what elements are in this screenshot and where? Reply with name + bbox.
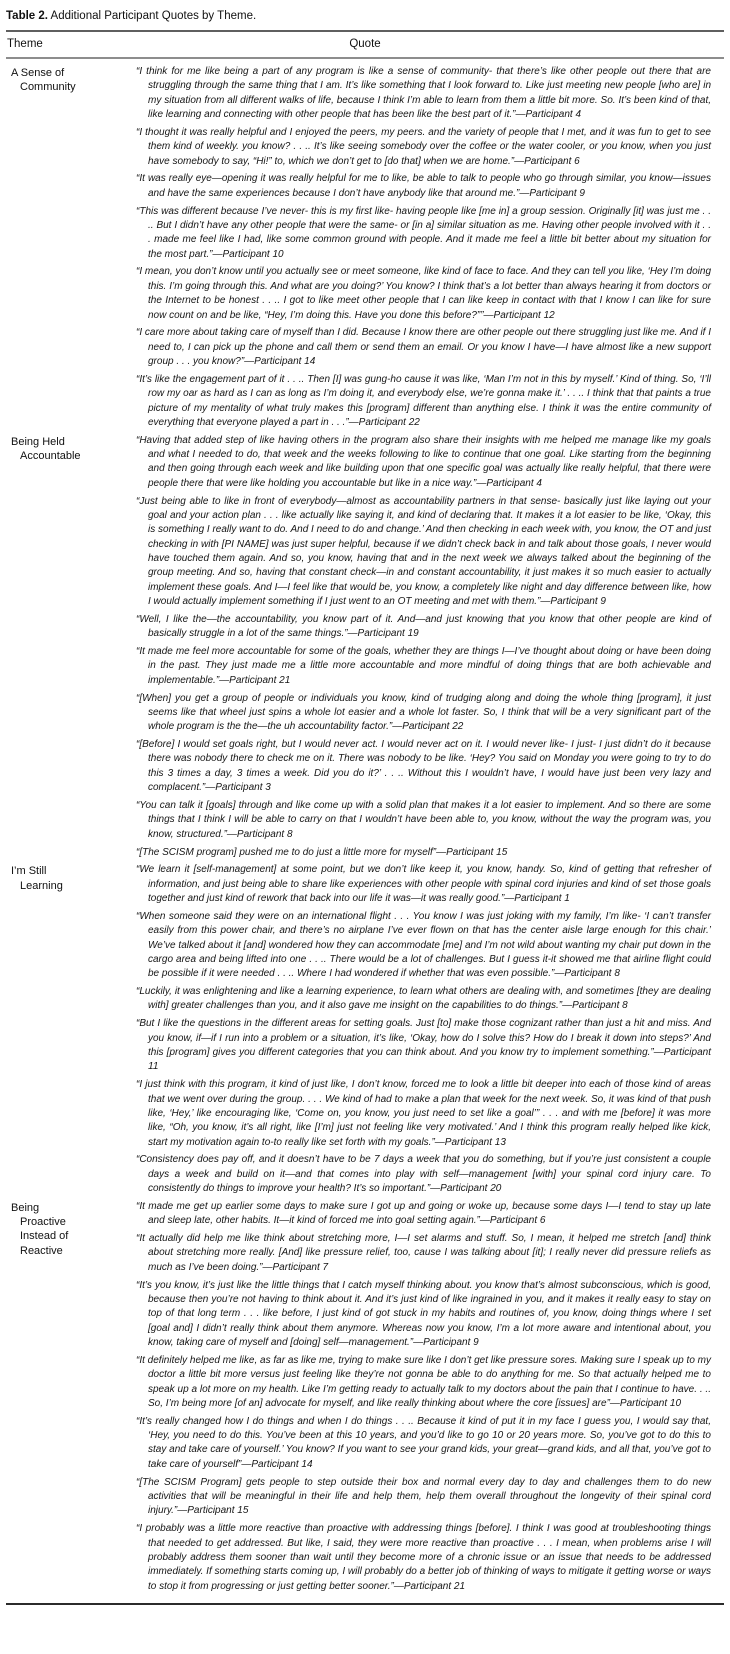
theme-name: Being Held Accountable [11,435,81,462]
quote-text: “Just being able to like in front of everybody—almost as accountability partners in that sense- basically just like laying out your goal and your action plan . . . like actually like saying it, and kind of declaring that. It makes it a lot easier to be like, ‘Okay, this is something I really want to do. And I need to do and change.’ And then checking in each week with, you know, the OT and just checking in with [PI NAME] was just super helpful, because if we didn’t check back in and talk about those goals, I never would have touched them again. And so, you know, having that and in the next week we always talked about the beginning of the group meeting. And so, having that constant check—in and constant accountability, it just makes it so much easier to actually implement these goals. And I—I feel like that would be, you know, a completely like night and day difference between like, how I would actually implement something if I just went to an OT meeting and met with them.”—Participant 9 [136,495,711,608]
quote-text: “You can talk it [goals] through and like come up with a solid plan that makes it a lot easier to implement. And so there are some things that I think I will be able to carry on that I wouldn’t have been able to, you know, without the way the program was, you know, structured.”—Participant 8 [136,800,711,840]
quote-text: “[The SCISM program] pushed me to do just a little more for myself”—Participant 15 [136,846,508,858]
table-title [6,9,724,23]
quote-text: “I mean, you don’t know until you actually see or meet someone, like kind of face to face. And they can tell you like, ‘Hey I’m doing this. I’m going through this. And what are you doing?’ You know? I think that’s a lot better than always hearing it from doctors or the Internet to be honest . . .. I got to like meet other people that I can like keep in contact with that I know I can like for sure now count on and be like, “Hey, I’m doing this. Have you done this before?””—Participant 12 [136,266,711,321]
quote-text: “But I like the questions in the different areas for setting goals. Just [to] make those cognizant rather than just a hit and miss. And you know, if—if I run into a problem or a situation, it’s like, ‘Okay, how do I solve this? How do I break it down into steps?’ And this [program] gives you different categories that you can think about. And you know try to implement something.”—Participant 11 [136,1018,711,1073]
table-body [6,59,724,1601]
quote-cell [136,434,724,864]
quote-text: “It made me feel more accountable for some of the goals, whether they are things I—I’ve thought about doing or have been doing in the past. They just made me a little more accountable and more mindful of doing things that are both achievable and implementable.”—Participant 21 [136,646,711,686]
quote-text: “Having that added step of like having others in the program also share their insights with me helped me manage like my goals and what I needed to do, that week and the weeks following to like to continue that one goal. Like starting from the beginning and then going through each week and like building upon that one specific goal was actually like really helpful, that there were people there that were like holding you accountable but like in a nice way.”—Participant 4 [136,434,711,489]
quote-text: “I think for me like being a part of any program is like a sense of community- that there’s like other people out there that are struggling through the same thing that I am. It’s like something that I look forward to. Like just meeting new people [who are] in my situation from all different walks of life, because I think I’m able to learn from them a little bit more. So. It’s been kind of that, like learning and connecting with other people that has been like the best part of it.”—Participant 4 [136,66,711,121]
theme-row [6,1200,724,1597]
quote-text: “[Before] I would set goals right, but I would never act. I would never act on it. I would never like- I just- I just didn’t do it because there was nobody there to check me on it. There was nobody to be like. ‘Hey? You said on Monday you were going to try to do this 3 times a day, 3 times a week. Did you do it?’ . . .. Without this I wouldn’t have, I would have just been very lazy and complacent.”—Participant 3 [136,739,711,794]
quote-text: “It’s really changed how I do things and when I do things . . .. Because it kind of put it in my face I guess you, I would say that, ‘Hey, you need to do this. You’ve been at this 10 years, and you’d like to go 10 or 20 years more. So, you’ve got to do this to stay and take care of yourself.’ You know? If you want to see your grand kids, your great—grand kids, and all that, you’ve got to take care of yourself”—Participant 14 [136,1415,711,1470]
column-header-quote: Quote [349,38,381,50]
quote-text: “When someone said they were on an international flight . . . You know I was just joking with my family, I’m like- ‘I can’t transfer easily from this power chair, and there’s no airplane I’ve ever flown on that has the center aisle large enough for this chair.’ We’ve talked about it [and] wondered how they can accommodate [me] and I’m not wild about wanting my chair put down in the cargo area and being lifted into one . . .. There would be a lot of challenges. But I guess it-it showed me that airline flight could be possible if it were needed . . .. Where I had wondered if whether that was even possible.”—Participant 8 [136,910,711,980]
table-number-label: Table 2. [6,10,48,22]
quote-text: “Luckily, it was enlightening and like a learning experience, to learn what others are dealing with, and sometimes [they are dealing with] greater challenges than you, and it also gave me insight on the capabilities to do things.”—Participant 8 [136,986,711,1012]
quote-text: “It actually did help me like think about stretching more, I—I set alarms and stuff. So, I mean, it helped me stretch [and] think about stretching more really. [And] like pressure relief, too, cause I was talking about [it]; I really never did pressure reliefs as much as I’ve been doing.”—Participant 7 [136,1233,711,1273]
theme-cell [6,65,136,94]
quote-text: “I thought it was really helpful and I enjoyed the peers, my peers. and the variety of people that I met, and it was fun to get to see them kind of weekly. you know? . . .. It’s like seeing somebody over the coffee or the water cooler, or you know, when you just have somebody to say, “Hi!” to, which we don’t get to [do that] when we are home.”—Participant 6 [136,126,711,167]
quote-text: “Consistency does pay off, and it doesn’t have to be 7 days a week that you do something, but if you’re just consistent a couple days a week and build on it—and that comes into play with self—management [with] your spinal cord injury care. To consistently do things to improve your health? It’s so important.”—Participant 20 [136,1154,711,1195]
theme-name: I’m Still Learning [11,865,63,892]
theme-cell [6,1200,136,1258]
theme-row [6,434,724,864]
quote-cell [136,65,724,434]
bottom-rule [6,1603,724,1605]
theme-row [6,863,724,1200]
quote-text: “It made me get up earlier some days to make sure I got up and going or woke up, because some days I—I tend to stay up late and sleep late, other habits. It—it kind of forced me into goal setting again.”—Participant 6 [136,1200,711,1227]
theme-cell [6,863,136,892]
quote-text: “It definitely helped me like, as far as like me, trying to make sure like I don’t get like pressure sores. Making sure I speak up to my doctor a little bit more versus just feeling like they’re not gonna be able to do anything for me. So that actually helped me to speak up a lot more on my health. Like I’m getting ready to actually talk to my doctors about the pain that I continue to have. . .. So, I’m being more [of an] advocate for myself, and like really thinking about where the core [issues] are”—Participant 10 [136,1354,711,1409]
quote-text: “It’s like the engagement part of it . . .. Then [I] was gung-ho cause it was like, ‘Man I’m not in this by myself.’ Kind of thing. So, ‘I’ll row my oar as hard as I can as long as I’m doing it, and everybody else, we’re gonna make it.’ . . .. I think that that paints a true picture of my mentality of what truly makes this [program] different than anything else. I think it was the entire community of everything that everyone played a part in . . .”—Participant 22 [136,373,711,428]
quote-text: “We learn it [self-management] at some point, but we don’t like keep it, you know, handy. So, kind of getting that refresher of information, and just being able to share like experiences with other people with spinal cord injuries and kind of set those goals together and just kind of rework that back into our life it was—it was really good.”—Participant 1 [136,864,711,905]
quote-text: “Well, I like the—the accountability, you know part of it. And—and just knowing that you know that other people are kind of basically struggle in a lot of the same things.”—Participant 19 [136,613,711,640]
quote-text: “It was really eye—opening it was really helpful for me to like, be able to talk to people who go through similar, you know—issues and have the same experiences because I don’t have anybody like that around me.”—Participant 9 [136,173,711,199]
theme-cell [6,434,136,463]
quote-text: “I care more about taking care of myself than I did. Because I know there are other people out there struggling just like me. And if I need to, I can pick up the phone and call them or send them an email. Or you know I have—I have almost like a new support group . . . you know?”—Participant 14 [136,327,711,368]
quote-text: “This was different because I’ve never- this is my first like- having people like [me in] a group session. Originally [it] was just me . . .. But I didn’t have any other people that were the same- or [in a] similar situation as me. Having other people involved with it . . . made me feel like I had, like some common ground with people. And it made me feel a little bit better about my situation for the most part.”—Participant 10 [136,205,711,260]
quote-text: “I probably was a little more reactive than proactive with addressing things [before]. I think I was good at troubleshooting things that needed to get addressed. But like, I said, they were more reactive than proactive . . . I mean, when problems arise I will probably address them sooner than wait until they become more of a chronic issue or an issue that needs to be addressed immediately. If something starts coming up, I will probably do a better job of thinking of ways to mitigate it getting worse or ways to stop it from progressing or just getting better sooner.”—Participant 21 [136,1523,711,1592]
table-header-row [6,32,724,57]
theme-row [6,65,724,434]
theme-name: A Sense of Community [11,67,76,94]
quote-cell [136,1200,724,1597]
theme-name: Being Proactive Instead of Reactive [11,1201,69,1257]
column-header-theme: Theme [7,38,43,50]
quote-text: “[When] you get a group of people or individuals you know, kind of trudging along and doing the whole thing [program], it just seems like that wheel just spins a whole lot easier and a whole lot faster. So, I think that will be a very significant part of the whole program is the the—the uh accountability factor.”—Participant 22 [136,692,711,733]
quote-text: “I just think with this program, it kind of just like, I don’t know, forced me to look a little bit deeper into each of those kind of areas that we went over during the group. . . . We kind of had to make a plan that week for the next week. So, it was kind of that push like, ‘Hey,’ like encouraging like, ‘Come on, you know, you just need to set like a goal’” . . . and with me [before] it was more like, “Oh, you know, it’s all right, like [I’m] just not feeling like very motivated.’ And I think this program really helped like kick, start my motivation again to-to really like set forth with my goals.”—Participant 13 [136,1079,711,1148]
quote-text: “It’s you know, it’s just like the little things that I catch myself thinking about. you know that’s almost subconscious, which is good, because then you’re not having to think about it. And it’s just kind of like ingrained in you, and it makes it really easy to stay on top of that long term . . . like before, I just kind of got stuck in my habits and routines of, you know, doing things where I set [goal and] I didn’t really think about them anymore. Whereas now you know, I’m a lot more aware and intentional about, you know, taking care of myself and [doing] self—management.”—Participant 9 [136,1279,711,1349]
table-title-text: Additional Participant Quotes by Theme. [50,10,257,22]
quote-cell [136,863,724,1200]
quote-text: “[The SCISM Program] gets people to step outside their box and normal every day to day and challenges them to do new activities that will be meaningful in their life and help them, help them overall throughout the longevity of their spinal cord injury.”—Participant 15 [136,1476,711,1517]
